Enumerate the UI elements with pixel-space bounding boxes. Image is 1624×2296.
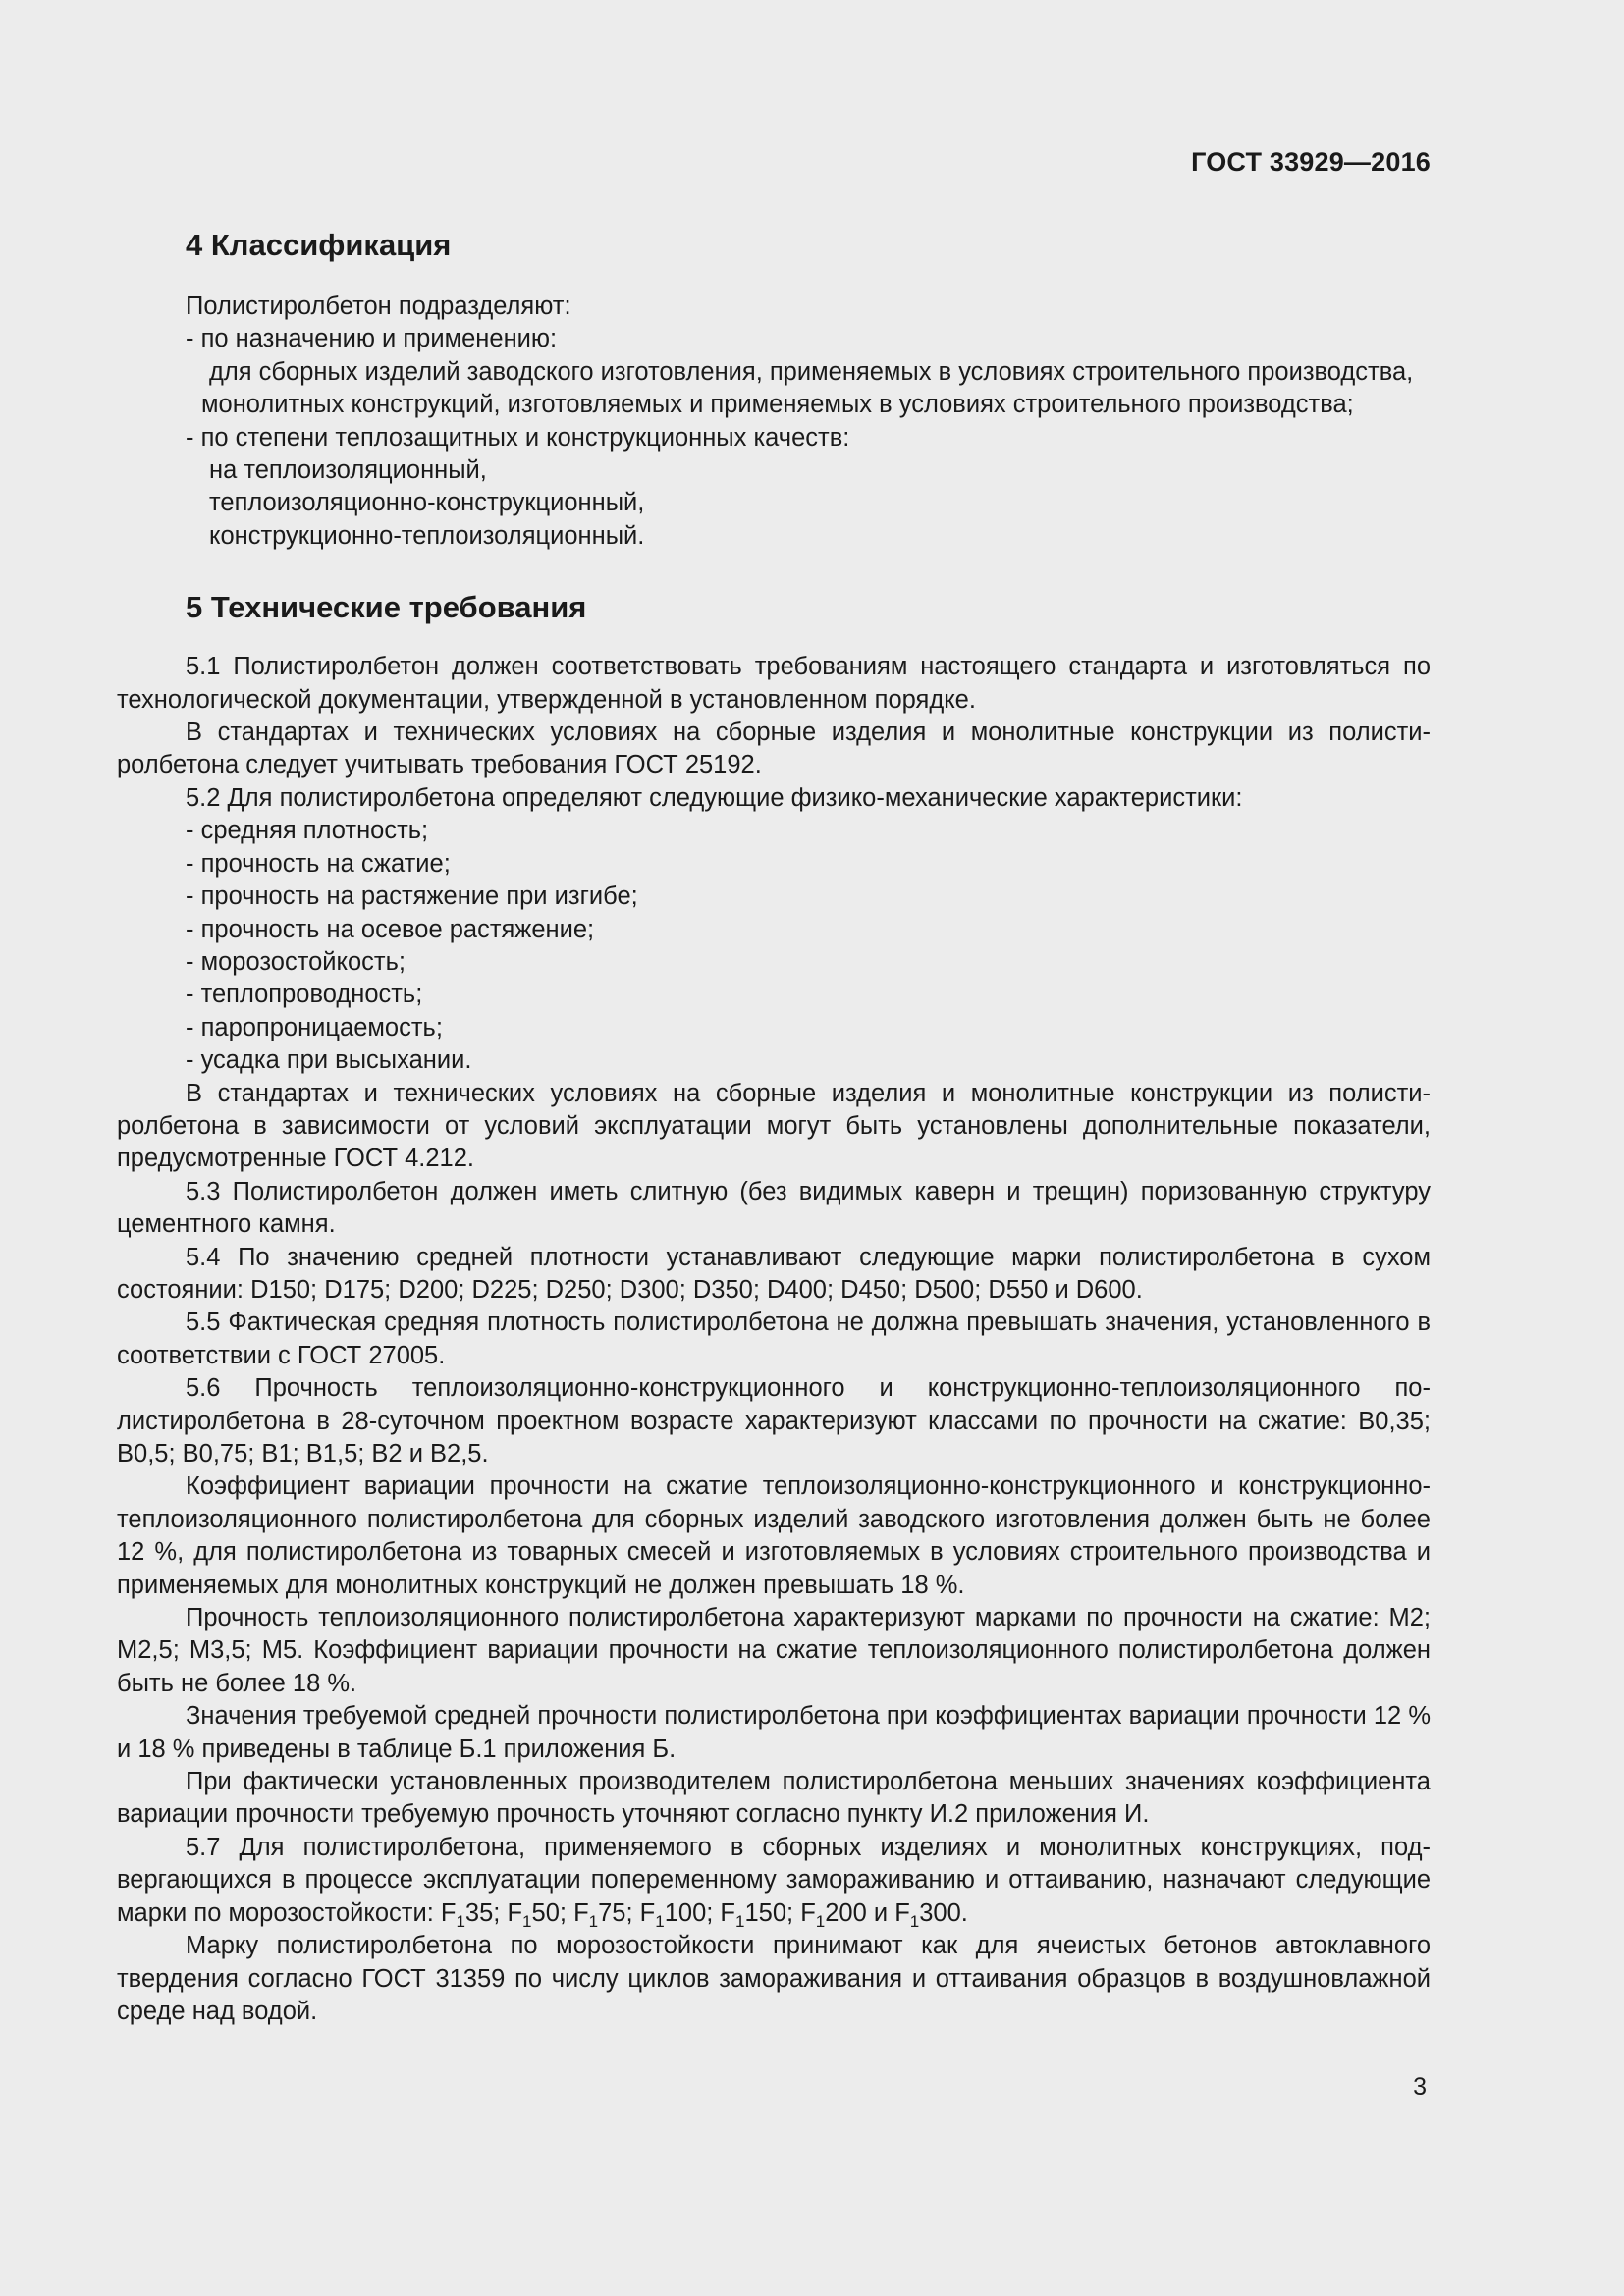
frost-grade-separator: ; (706, 1898, 721, 1927)
frost-grade (440, 1898, 508, 1931)
frost-grade (639, 1898, 721, 1931)
paragraph-5-4: 5.4 По значению средней плотности устанавливают следующие марки полистиролбетона в сухом состоянии: D150; D175; D200; D225; D250; D300; D350; D400; D450; D500; D550 и D600. (117, 1243, 1431, 1304)
paragraph: При фактически установленных производителем полистиролбетона меньших значениях коэффициента вариации прочности требуемую прочность уточняют согласно пункту И.2 приложения И. (117, 1768, 1431, 1829)
list-subitem: для сборных изделий заводского изготовления, применяемых в условиях строительного производства, (209, 357, 1414, 386)
frost-grade-separator: ; (493, 1898, 508, 1927)
list-item: - теплопроводность; (186, 981, 423, 1009)
page-number: 3 (1413, 2073, 1427, 2101)
list-item: - паропроницаемость; (186, 1013, 443, 1041)
paragraph-5-7-lead: 5.7 Для полистиролбетона, применяемого в сборных изделиях и монолитных конструкциях, подвергающихся в процессе эксплуатации попеременному замораживанию и оттаиванию, назначают следующие марки по морозостойкости: (117, 1833, 1431, 1927)
frost-grade-number: 300 (919, 1898, 961, 1927)
frost-grade-list (440, 1898, 968, 1931)
frost-grade (507, 1898, 574, 1931)
list-item: - усадка при высыхании. (186, 1046, 472, 1075)
list-item: - морозостойкость; (186, 947, 406, 976)
paragraph-5-1: 5.1 Полистиролбетон должен соответствовать требованиям настоящего стандарта и изготовляться по технологической документации, утвержденной в установленном порядке. (117, 653, 1431, 714)
paragraph: Значения требуемой средней прочности полистиролбетона при коэффициентах вариации прочности 12 % и 18 % приведены в таблице Б.1 приложения Б. (117, 1702, 1431, 1763)
frost-grade-subscript: 1 (456, 1911, 465, 1931)
paragraph: Коэффициент вариации прочности на сжатие теплоизоляционно-конструкционного и конструкционно-теплоизоляционного полистиролбетона для сборных изделий заводского изготовления должен быть не более 12 %, для полистиролбетона из товарных смесей и изготовляемых в условиях строительного производства и применяемых для монолитных конструкций не должен превышать 18 %. (117, 1472, 1431, 1599)
frost-grade-number: 150 (744, 1898, 787, 1927)
list-subitem: монолитных конструкций, изготовляемых и применяемых в условиях строительного производства; (201, 391, 1354, 419)
document-id: ГОСТ 33929—2016 (1191, 147, 1431, 177)
frost-grade-number: 75 (598, 1898, 626, 1927)
list-item: - по назначению и применению: (186, 325, 558, 353)
frost-grade-number: 50 (531, 1898, 560, 1927)
frost-grade (573, 1898, 640, 1931)
frost-grade (894, 1898, 968, 1931)
paragraph-5-3: 5.3 Полистиролбетон должен иметь слитную (без видимых каверн и трещин) поризованную структуру цементного камня. (117, 1177, 1431, 1239)
frost-grade-subscript: 1 (909, 1911, 920, 1931)
list-item: - прочность на растяжение при изгибе; (186, 882, 638, 911)
frost-grade-letter: F (720, 1898, 735, 1927)
frost-grade-subscript: 1 (655, 1911, 665, 1931)
list-subitem: на теплоизоляционный, (209, 456, 487, 485)
frost-grade-letter: F (440, 1898, 457, 1927)
frost-grade (720, 1898, 801, 1931)
frost-grade-separator: ; (559, 1898, 574, 1927)
frost-grade-subscript: 1 (522, 1911, 532, 1931)
paragraph: Полистиролбетон подразделяют: (186, 293, 571, 320)
frost-grade-letter: F (573, 1898, 589, 1927)
list-subitem: теплоизоляционно-конструкционный, (209, 489, 645, 517)
paragraph-5-7 (117, 1832, 1431, 1930)
paragraph: Прочность теплоизоляционного полистиролбетона характеризуют марками по прочности на сжатие: M2; M2,5; M3,5; M5. Коэффициент вариации прочности на сжатие теплоизоляционного полистиролбетона должен быть не более 18 %. (117, 1604, 1431, 1697)
list-item: - прочность на осевое растяжение; (186, 915, 595, 943)
paragraph: В стандартах и технических условиях на сборные изделия и монолитные конструкции из полистиролбетона следует учитывать требования ГОСТ 25192. (117, 719, 1431, 779)
frost-grade-separator: . (960, 1898, 968, 1927)
frost-grade-number: 100 (664, 1898, 707, 1927)
list-item: - прочность на сжатие; (186, 849, 451, 878)
frost-grade-letter: F (894, 1898, 910, 1927)
list-item: - по степени теплозащитных и конструкционных качеств: (186, 423, 850, 452)
frost-grade-separator: ; (625, 1898, 640, 1927)
frost-grade-subscript: 1 (735, 1911, 745, 1931)
paragraph: Марку полистиролбетона по морозостойкости принимают как для ячеистых бетонов автоклавного твердения согласно ГОСТ 31359 по числу циклов замораживания и оттаивания образцов в воздушновлажной среде над водой. (117, 1932, 1431, 2025)
frost-grade-separator: и (866, 1898, 895, 1927)
frost-grade-letter: F (507, 1898, 523, 1927)
frost-grade-subscript: 1 (815, 1911, 826, 1931)
frost-grade-letter: F (800, 1898, 816, 1927)
frost-grade-subscript: 1 (588, 1911, 599, 1931)
list-item: - средняя плотность; (186, 817, 429, 845)
paragraph-5-2: 5.2 Для полистиролбетона определяют следующие физико-механические характеристики: (186, 783, 1243, 812)
section-5-title: 5 Технические требования (186, 590, 587, 625)
frost-grade (800, 1898, 895, 1931)
paragraph-5-5: 5.5 Фактическая средняя плотность полистиролбетона не должна превышать значения, установленного в соответствии с ГОСТ 27005. (117, 1308, 1431, 1369)
page-content (117, 220, 1431, 2028)
frost-grade-number: 35 (464, 1898, 494, 1927)
frost-grade-letter: F (639, 1898, 656, 1927)
paragraph-5-6: 5.6 Прочность теплоизоляционно-конструкционного и конструкционно-теплоизоляционного полистиролбетона в 28-суточном проектном возрасте характеризуют классами по прочности на сжатие: B0,35; B0,5; B0,75; B1; B1,5; B2 и B2,5. (117, 1374, 1431, 1468)
frost-grade-separator: ; (786, 1898, 801, 1927)
section-4-title: 4 Классификация (186, 228, 452, 262)
paragraph: В стандартах и технических условиях на сборные изделия и монолитные конструкции из полистиролбетона в зависимости от условий эксплуатации могут быть установлены дополнительные показатели, предусмотренные ГОСТ 4.212. (117, 1079, 1431, 1173)
frost-grade-number: 200 (825, 1898, 867, 1927)
list-subitem: конструкционно-теплоизоляционный. (209, 521, 645, 550)
